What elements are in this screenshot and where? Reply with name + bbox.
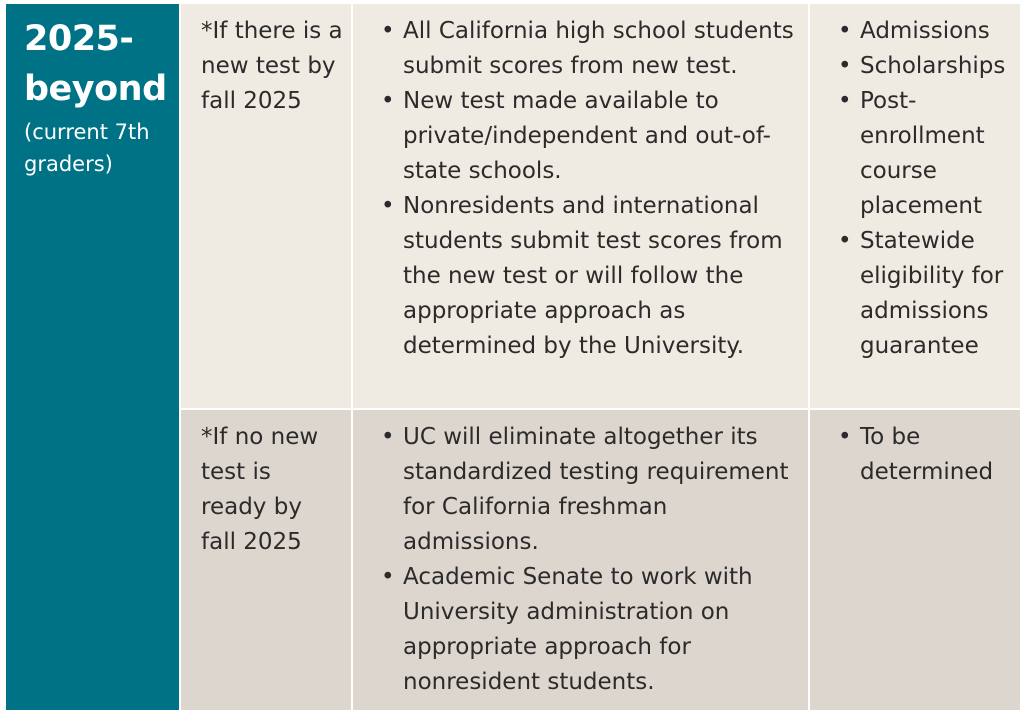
details-cell-new-test bbox=[353, 4, 808, 408]
list-item: • Post-enrollment course placement bbox=[860, 84, 1014, 224]
period-header-cell bbox=[6, 4, 179, 710]
list-item: • To be determined bbox=[860, 420, 1014, 490]
uses-cell-no-new-test bbox=[810, 410, 1020, 710]
list-item: • Admissions bbox=[860, 14, 1014, 49]
condition-text: *If there is a new test by fall 2025 bbox=[201, 18, 343, 114]
list-item: • Statewide eligibility for admissions guarantee bbox=[860, 224, 1014, 364]
condition-cell-no-new-test bbox=[181, 410, 351, 710]
uses-list bbox=[832, 420, 1014, 490]
period-subtitle bbox=[24, 116, 169, 180]
period-title-line-1: 2025- bbox=[24, 19, 134, 59]
condition-cell-new-test bbox=[181, 4, 351, 408]
list-item: • All California high school students submit scores from new test. bbox=[403, 14, 798, 84]
details-cell-no-new-test bbox=[353, 410, 808, 710]
period-subtitle-line-1: (current 7th bbox=[24, 120, 150, 144]
uses-list bbox=[832, 14, 1014, 364]
uses-cell-new-test bbox=[810, 4, 1020, 408]
details-list bbox=[375, 420, 798, 700]
list-item: • New test made available to private/independent and out-of-state schools. bbox=[403, 84, 798, 189]
list-item: • UC will eliminate altogether its standardized testing requirement for California freshman admissions. bbox=[403, 420, 798, 560]
list-item: • Academic Senate to work with University administration on appropriate approach for nonresident students. bbox=[403, 560, 798, 700]
details-list bbox=[375, 14, 798, 364]
period-subtitle-line-2: graders) bbox=[24, 152, 113, 176]
condition-text: *If no new test is ready by fall 2025 bbox=[201, 424, 319, 555]
list-item: • Scholarships bbox=[860, 49, 1014, 84]
period-title-line-2: beyond bbox=[24, 69, 167, 109]
list-item: • Nonresidents and international students submit test scores from the new test or will follow the appropriate approach as determined by the University. bbox=[403, 189, 798, 364]
period-title bbox=[24, 14, 169, 114]
